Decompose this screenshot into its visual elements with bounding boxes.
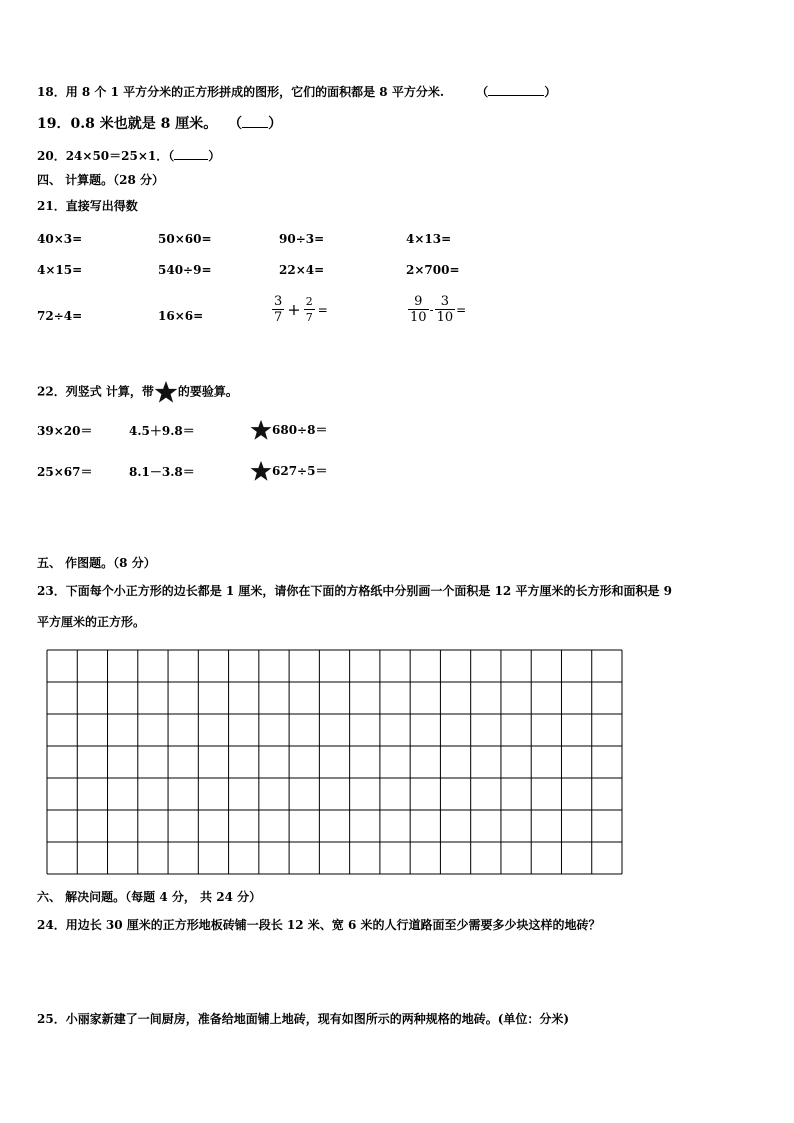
q22-r2-c3 — [250, 460, 327, 482]
q22-r1-c3-text: 680÷8＝ — [272, 423, 328, 437]
q21-r1-c3: 90÷3= — [279, 232, 325, 246]
q21-fraction-expression-a — [272, 294, 331, 325]
question-18-answer-blank[interactable] — [488, 83, 544, 96]
question-21-title: 21．直接写出得数 — [37, 199, 138, 213]
fraction-2-7 — [304, 294, 315, 325]
question-22-title — [37, 380, 238, 404]
question-19-text: 19．0.8 米也就是 8 厘米。 — [37, 116, 218, 132]
square-grid-paper[interactable] — [46, 649, 623, 875]
numerator: 3 — [274, 294, 283, 309]
fraction-3-7 — [272, 294, 284, 325]
numerator: 3 — [435, 294, 456, 310]
q21-r3-c2: 16×6= — [158, 309, 204, 323]
q22-r1-c3 — [250, 419, 327, 441]
numerator: 9 — [408, 294, 429, 310]
question-19-close-paren: ） — [268, 116, 283, 132]
question-20-close-paren: ） — [208, 149, 221, 163]
denominator: 10 — [410, 310, 427, 325]
question-22-title-end: 的要验算。 — [177, 384, 238, 399]
q22-r2-c2: 8.1－3.8＝ — [129, 465, 195, 479]
question-19-answer-blank[interactable] — [242, 115, 268, 128]
q21-r2-c3: 22×4= — [279, 263, 325, 277]
q21-r2-c4: 2×700= — [406, 263, 460, 277]
q22-r2-c1: 25×67＝ — [37, 465, 93, 479]
q21-r1-c1: 40×3= — [37, 232, 83, 246]
q21-r2-c1: 4×15= — [37, 263, 83, 277]
fraction-9-10 — [408, 294, 429, 325]
section-6-heading: 六、 解决问题。（每题 4 分， 共 24 分） — [37, 890, 262, 904]
denominator: 7 — [274, 310, 283, 325]
q21-r1-c4: 4×13= — [406, 232, 452, 246]
star-icon — [250, 419, 272, 441]
q22-r2-c3-text: 627÷5＝ — [272, 464, 328, 478]
question-20 — [37, 147, 220, 164]
question-20-open-paren: （ — [168, 149, 175, 163]
question-22-title-start: 22．列竖式 计算，带 — [37, 384, 154, 399]
question-23-line-1: 23．下面每个小正方形的边长都是 1 厘米，请你在下面的方格纸中分别画一个面积是 12 平方厘米的长方形和面积是 9 — [37, 584, 672, 598]
numerator: 2 — [305, 295, 313, 308]
question-19 — [37, 115, 282, 132]
question-24: 24．用边长 30 厘米的正方形地板砖铺一段长 12 米、宽 6 米的人行道路面至少需要多少块这样的地砖？ — [37, 918, 601, 932]
question-25: 25．小丽家新建了一间厨房，准备给地面铺上地砖，现有如图所示的两种规格的地砖。(单位：分米) — [37, 1012, 570, 1026]
question-18-close-paren: ） — [544, 85, 557, 99]
question-20-text: 20．24×50＝25×1． — [37, 149, 169, 163]
q21-r1-c2: 50×60= — [158, 232, 212, 246]
plus-sign: + — [287, 299, 301, 319]
fraction-3-10 — [435, 294, 456, 325]
star-icon — [154, 380, 178, 404]
q21-r2-c2: 540÷9= — [158, 263, 212, 277]
denominator: 10 — [436, 310, 454, 325]
question-18-text: 18．用 8 个 1 平方分米的正方形拼成的图形，它们的面积都是 8 平方分米. — [37, 85, 444, 99]
equals-sign: = — [456, 302, 467, 317]
question-23-line-2: 平方厘米的正方形。 — [37, 615, 146, 629]
question-19-open-paren: （ — [228, 116, 243, 132]
minus-sign: - — [429, 302, 434, 317]
question-18 — [37, 83, 556, 100]
question-20-answer-blank[interactable] — [174, 147, 208, 160]
star-icon — [250, 460, 272, 482]
q22-r1-c1: 39×20＝ — [37, 424, 93, 438]
denominator: 7 — [305, 311, 313, 324]
section-4-heading: 四、 计算题。（28 分） — [37, 173, 165, 187]
equals-sign: = — [317, 302, 328, 317]
section-5-heading: 五、 作图题。（8 分） — [37, 556, 156, 570]
q21-fraction-expression-b — [408, 294, 467, 325]
q21-r3-c1: 72÷4= — [37, 309, 83, 323]
q22-r1-c2: 4.5＋9.8＝ — [129, 424, 195, 438]
question-18-open-paren: （ — [476, 85, 489, 99]
